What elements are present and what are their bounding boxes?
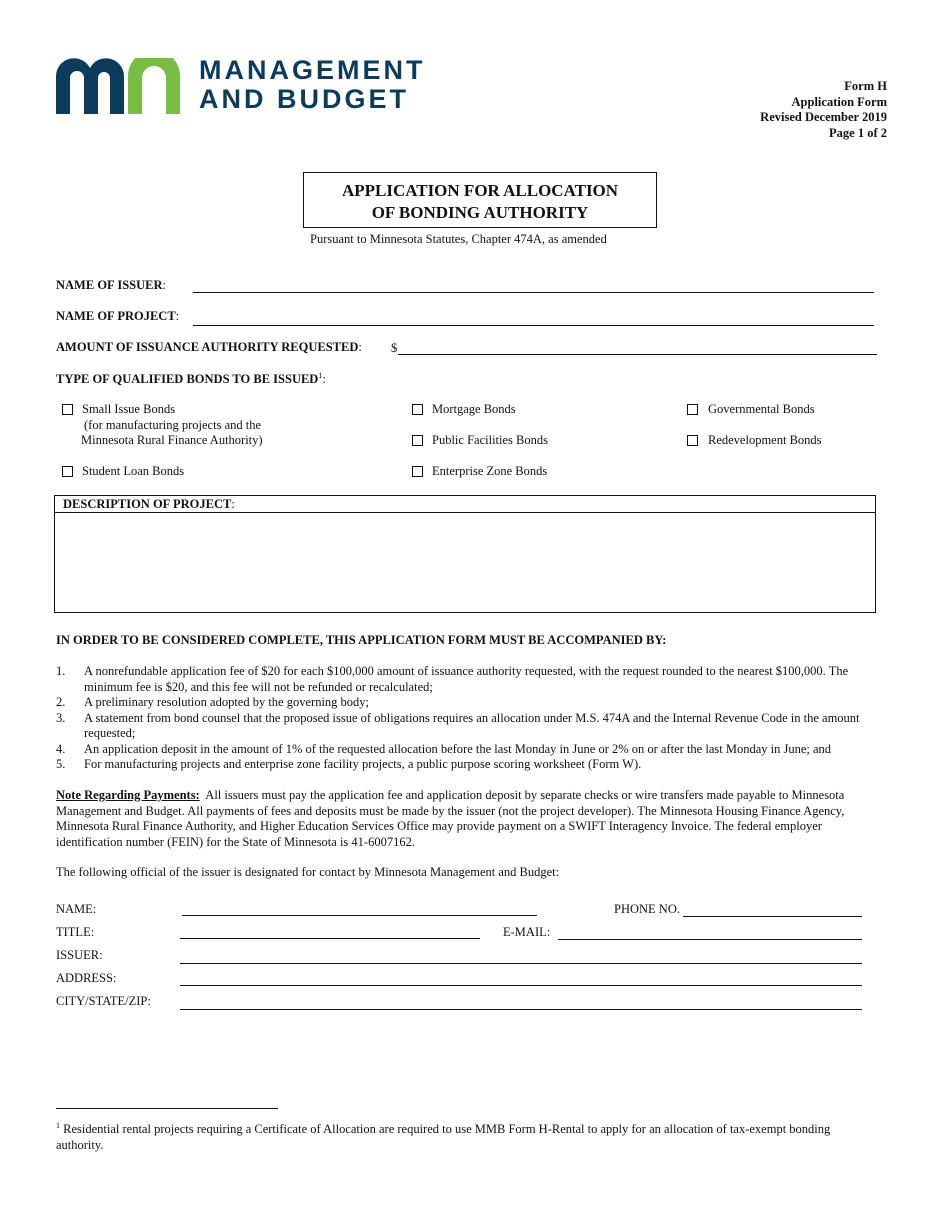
contact-phone-label: PHONE NO. [614,902,680,916]
list-item: 1. A nonrefundable application fee of $20 for each $100,000 amount of issuance authority requested, with the request rounded to the nearest $100,000. The minimum fee is $20, and this fee will not be refunded or recalculated; [56,664,849,694]
title-line-1: APPLICATION FOR ALLOCATION [341,181,619,200]
contact-title-input[interactable] [180,938,480,939]
logo-line-1: MANAGEMENT [199,55,426,85]
list-item: 4. An application deposit in the amount of 1% of the requested allocation before the last Monday in June or 2% on or after the last Monday in June; and [56,741,832,756]
description-input[interactable] [55,513,875,613]
amount-input[interactable] [398,354,877,355]
logo-wordmark [199,56,426,114]
description-box [54,495,876,613]
public-facilities-checkbox[interactable] [412,435,423,446]
project-label: NAME OF PROJECT: [56,309,180,323]
page-number: Page 1 of 2 [829,125,887,140]
small-issue-label: Small Issue Bonds (for manufacturing projects and the Minnesota Rural Finance Authority) [81,402,263,447]
contact-email-label: E-MAIL: [503,925,551,939]
contact-name-label: NAME: [56,902,97,916]
governmental-checkbox[interactable] [687,404,698,415]
contact-issuer-label: ISSUER: [56,948,103,962]
redevelopment-checkbox[interactable] [687,435,698,446]
footnote-ref: 1 [318,371,323,380]
mn-logo-icon [56,58,182,114]
contact-email-input[interactable] [558,939,862,940]
footnote-divider [56,1108,278,1109]
payments-note-label: Note Regarding Payments: [56,788,200,802]
contact-city-input[interactable] [180,1009,862,1010]
list-item: 3. A statement from bond counsel that the proposed issue of obligations requires an allocation under M.S. 474A and the Internal Revenue Code in the amount requested; [56,710,860,740]
issuer-label: NAME OF ISSUER: [56,278,166,292]
dollar-sign: $ [391,341,398,355]
footnote-text: Residential rental projects requiring a Certificate of Allocation are required to use MMB Form H-Rental to apply for an allocation of tax-exempt bonding authority. [56,1122,831,1152]
description-label: DESCRIPTION OF PROJECT: [55,496,875,513]
logo-line-2: AND BUDGET [199,84,409,114]
governmental-label: Governmental Bonds [708,402,815,416]
amount-label: AMOUNT OF ISSUANCE AUTHORITY REQUESTED: [56,340,362,354]
project-input[interactable] [193,325,874,326]
requirements-list [56,664,874,773]
mortgage-checkbox[interactable] [412,404,423,415]
contact-phone-input[interactable] [683,916,862,917]
mortgage-label: Mortgage Bonds [432,402,516,416]
requirements-heading: IN ORDER TO BE CONSIDERED COMPLETE, THIS APPLICATION FORM MUST BE ACCOMPANIED BY: [56,633,667,647]
student-loan-checkbox[interactable] [62,466,73,477]
contact-title-label: TITLE: [56,925,95,939]
bond-type-label: TYPE OF QUALIFIED BONDS TO BE ISSUED$^1$: [56,371,326,387]
contact-address-input[interactable] [180,985,862,986]
form-id: Form H [844,79,887,93]
logo-n-shape [128,58,180,114]
title-subtitle: Pursuant to Minnesota Statutes, Chapter 474A, as amended [310,232,607,246]
footnote [56,1118,871,1153]
footnote-number: 1 [56,1121,60,1130]
enterprise-zone-checkbox[interactable] [412,466,423,477]
logo-m-shape [56,58,124,114]
redevelopment-label: Redevelopment Bonds [708,433,822,447]
list-item: 2. A preliminary resolution adopted by the governing body; [56,695,370,709]
form-meta [760,79,887,141]
public-facilities-label: Public Facilities Bonds [432,433,548,447]
small-issue-checkbox[interactable] [62,404,73,415]
contact-issuer-input[interactable] [180,963,862,964]
contact-city-label: CITY/STATE/ZIP: [56,994,151,1008]
issuer-input[interactable] [193,292,874,293]
contact-address-label: ADDRESS: [56,971,117,985]
form-type: Application Form [791,94,887,109]
contact-name-input[interactable] [182,915,537,916]
page-title [303,172,657,228]
enterprise-zone-label: Enterprise Zone Bonds [432,464,548,478]
form-revised: Revised December 2019 [760,110,887,124]
title-line-2: OF BONDING AUTHORITY [371,203,589,222]
payments-note [56,788,874,850]
student-loan-label: Student Loan Bonds [82,464,185,478]
contact-intro: The following official of the issuer is designated for contact by Minnesota Management and Budget: [56,865,560,879]
list-item: 5. For manufacturing projects and enterprise zone facility projects, a public purpose scoring worksheet (Form W). [56,757,642,771]
payments-note-text: All issuers must pay the application fee and application deposit by separate checks or wire transfers made payable to Minnesota Management and Budget. All payments of fees and deposits must be made by the issuer (not the project developer). The Minnesota Housing Finance Agency, Minnesota Rural Finance Authority, and Higher Education Services Office may provide payment on a SWIFT Interagency Invoice. The federal employer identification number (FEIN) for the State of Minnesota is 41-6007162. [56,788,845,849]
